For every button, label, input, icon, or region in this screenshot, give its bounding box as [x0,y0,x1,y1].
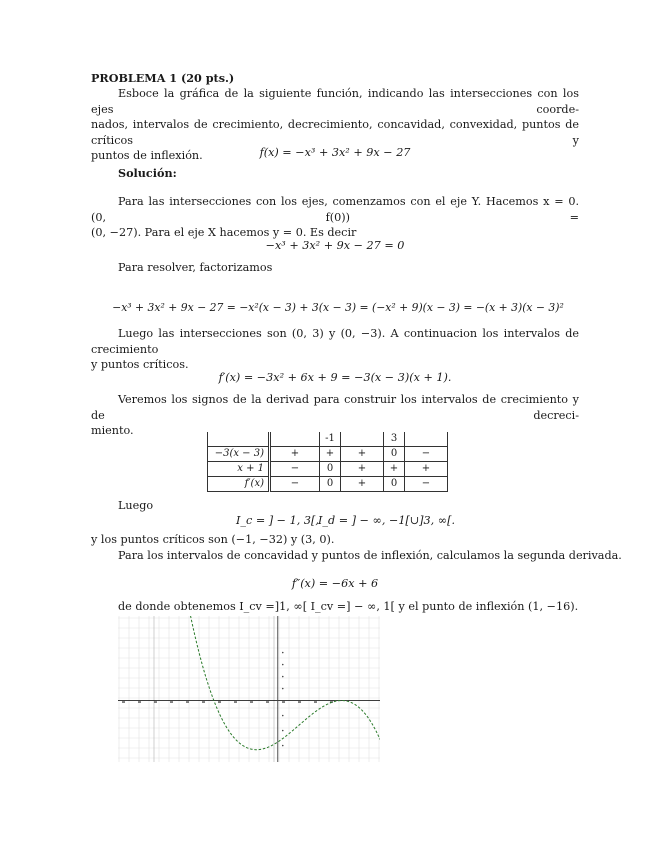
paragraph-intersections [91,194,579,241]
equation-zero: −x³ + 3x² + 9x − 27 = 0 [265,239,405,252]
table-cell: − [405,477,448,492]
table-cell [405,432,448,447]
table-cell: 3 [384,432,405,447]
statement-line: puntos de inflexión. [91,149,203,162]
statement-line: Esboce la gráfica de la siguiente función, indicando las intersecciones con los ejes coorde- [91,87,579,116]
table-cell: + [405,462,448,477]
table-cell: f′(x) [208,477,270,492]
table-cell: − [405,447,448,462]
table-cell: x + 1 [208,462,270,477]
table-cell: + [320,447,341,462]
paragraph-inflection: de donde obtenemos I_cv =]1, ∞[ I_cv =] − ∞, 1[ y el punto de inflexión (1, −16). [118,600,579,613]
paragraph-line: Luego las intersecciones son (0, 3) y (0, −3). A continuacion los intervalos de crecimiento [91,327,579,356]
table-row [208,477,448,492]
paragraph-critical [91,326,579,373]
equation-factorization: −x³ + 3x² + 9x − 27 = −x²(x − 3) + 3(x − 3) = (−x² + 9)(x − 3) = −(x + 3)(x − 3)² [112,301,564,314]
paragraph-line: Veremos los signos de la derivad para construir los intervalos de crecimiento y de decreci- [91,393,579,422]
table-header-row [208,432,448,447]
table-cell: 0 [384,447,405,462]
paragraph-line: y puntos críticos. [91,358,189,371]
table-cell: 0 [320,477,341,492]
table-cell: + [270,447,320,462]
table-cell [208,432,270,447]
table-cell: + [384,462,405,477]
y-tick-dot [282,688,284,690]
graph-grid [118,616,380,762]
y-tick-dot [282,664,284,666]
problem-title: PROBLEMA 1 (20 pts.) [91,71,235,85]
table-cell: -1 [320,432,341,447]
y-tick-dot [282,730,284,732]
table-row [208,462,448,477]
paragraph-luego: Luego [118,499,154,512]
y-tick-dot [282,715,284,717]
paragraph-concavity: Para los intervalos de concavidad y puntos de inflexión, calculamos la segunda derivada. [118,549,622,562]
equation-decreasing: I_d = ] − ∞, −1[∪]3, ∞[. [318,514,456,527]
table-cell: + [341,477,384,492]
paragraph-factor: Para resolver, factorizamos [118,261,273,274]
table-cell: − [270,462,320,477]
solution-heading: Solución: [118,166,177,180]
table-cell: 0 [320,462,341,477]
paragraph-line: miento. [91,424,134,437]
y-tick-dot [282,745,284,747]
paragraph-line: Para las intersecciones con los ejes, comenzamos con el eje Y. Hacemos x = 0. (0, f(0)) = [91,195,579,224]
equation-second-derivative: f″(x) = −6x + 6 [291,577,379,590]
table-cell [341,432,384,447]
function-equation: f(x) = −x³ + 3x² + 9x − 27 [259,146,411,159]
table-cell: + [341,462,384,477]
table-cell: −3(x − 3) [208,447,270,462]
table-cell: − [270,477,320,492]
y-tick-dot [282,652,284,654]
equation-increasing: I_c = ] − 1, 3[, [236,514,319,527]
paragraph-critical-points: y los puntos críticos son (−1, −32) y (3, 0). [91,533,335,546]
table-cell: + [341,447,384,462]
statement-line: nados, intervalos de crecimiento, decrecimiento, concavidad, convexidad, puntos de críticos y [91,118,579,147]
table-cell [270,432,320,447]
paragraph-line: (0, −27). Para el eje X hacemos y = 0. Es decir [91,226,357,239]
table-row [208,447,448,462]
table-cell: 0 [384,477,405,492]
y-tick-dot [282,676,284,678]
equation-derivative: f′(x) = −3x² + 6x + 9 = −3(x − 3)(x + 1). [218,371,452,384]
function-graph [118,616,380,762]
sign-table [207,432,448,492]
